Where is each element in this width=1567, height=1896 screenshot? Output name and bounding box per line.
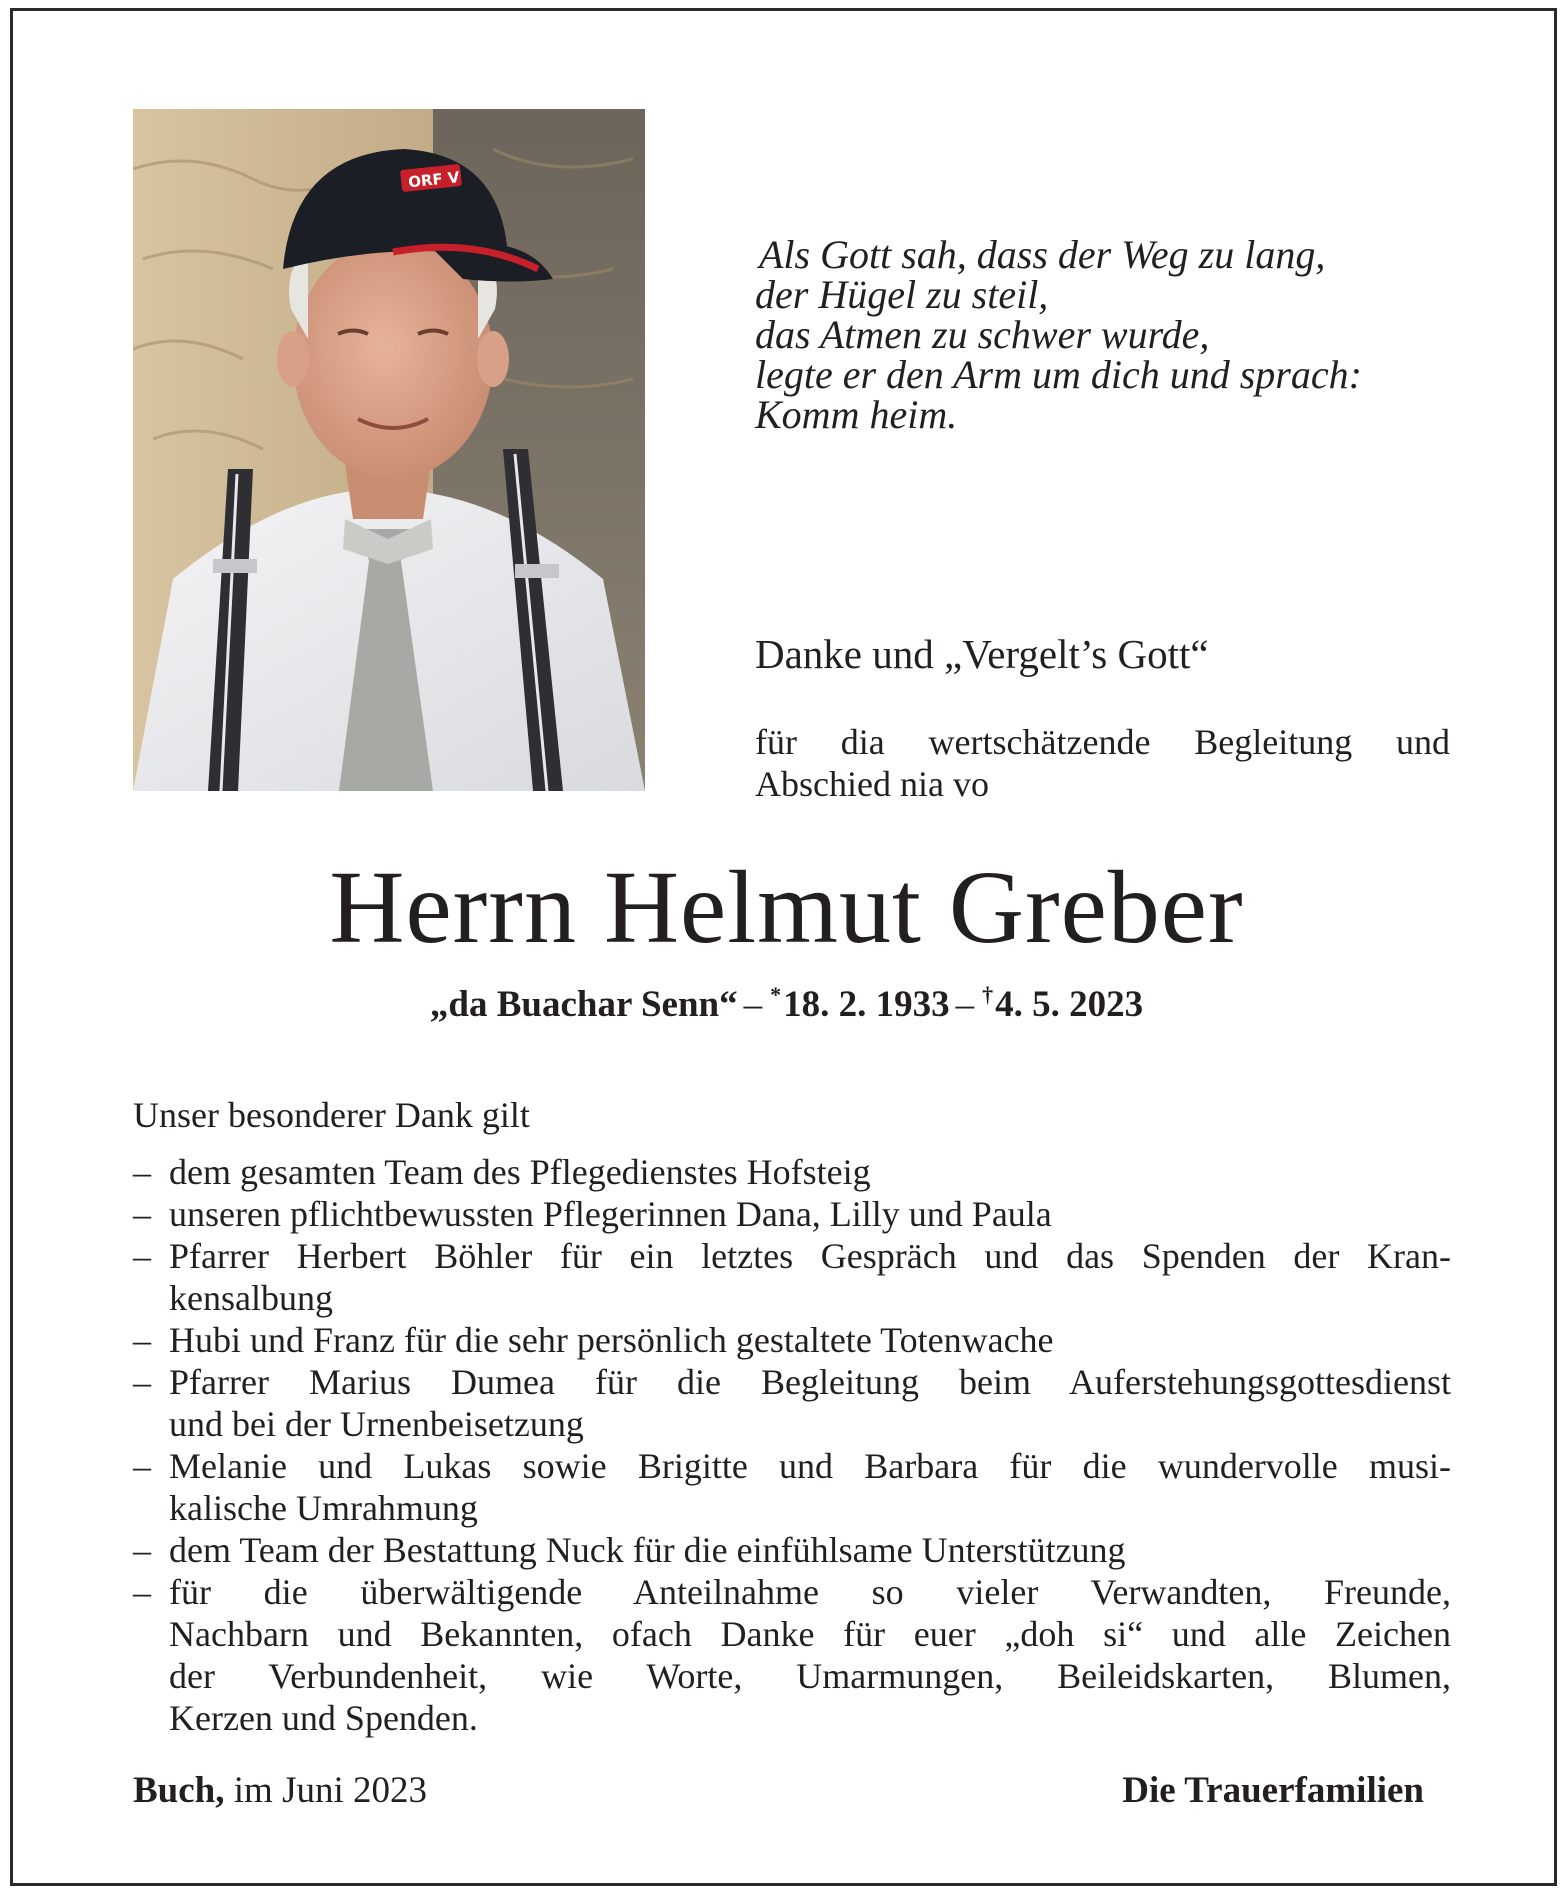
poem-line: Komm heim. [755, 392, 958, 437]
poem-line: der Hügel zu steil, [755, 272, 1049, 317]
intro-line: für dia wertschätzende Begleitung und [755, 722, 1450, 762]
list-item-text: und bei der Urnenbeisetzung [169, 1404, 584, 1444]
list-dash: – [133, 1362, 151, 1402]
list-item-text: kalische Umrahmung [169, 1488, 478, 1528]
poem-line: das Atmen zu schwer wurde, [755, 312, 1210, 357]
footer-place-date [133, 1769, 427, 1813]
list-dash: – [133, 1236, 151, 1276]
list-item-text: Pfarrer Marius Dumea für die Begleitung beim Auferstehungsgottesdienst [169, 1362, 1451, 1402]
list-item-text: Pfarrer Herbert Böhler für ein letztes Gespräch und das Spenden der Kran- [169, 1236, 1451, 1276]
deceased-nickname: „da Buachar Senn“ [429, 984, 738, 1025]
list-item [133, 1193, 1451, 1235]
list-item-text: für die überwältigende Anteilnahme so vieler Verwandten, Freunde, [169, 1572, 1451, 1612]
poem [755, 232, 1475, 437]
thanks-list [133, 1151, 1451, 1739]
list-dash: – [133, 1194, 151, 1234]
list-item [133, 1361, 1451, 1445]
thanks-heading: Danke und „Vergelt’s Gott“ [755, 631, 1209, 677]
list-item-text: unseren pflichtbewussten Pflegerinnen Dana, Lilly und Paula [169, 1194, 1052, 1234]
death-symbol: † [982, 982, 994, 1007]
list-item-text: Melanie und Lukas sowie Brigitte und Barbara für die wundervolle musi- [169, 1446, 1451, 1486]
list-dash: – [133, 1530, 151, 1570]
list-item [133, 1445, 1451, 1529]
list-dash: – [133, 1152, 151, 1192]
cap-logo-text: ORF V [407, 168, 461, 192]
list-item [133, 1235, 1451, 1319]
list-item-text: Hubi und Franz für die sehr persönlich gestaltete Totenwache [169, 1320, 1054, 1360]
list-item-text: kensalbung [169, 1278, 333, 1318]
list-item [133, 1571, 1451, 1739]
list-dash: – [133, 1446, 151, 1486]
deceased-name: Herrn Helmut Greber [329, 850, 1244, 965]
list-item-text: dem Team der Bestattung Nuck für die einfühlsame Unterstützung [169, 1530, 1126, 1570]
birth-symbol: * [770, 982, 782, 1007]
list-item-text: dem gesamten Team des Pflegedienstes Hofsteig [169, 1152, 871, 1192]
intro-text [755, 721, 1450, 805]
birth-date: 18. 2. 1933 [783, 984, 950, 1025]
thanks-list-intro: Unser besonderer Dank gilt [133, 1095, 530, 1135]
list-item-text: Kerzen und Spenden. [169, 1698, 478, 1738]
footer-place: Buch, [133, 1770, 225, 1811]
list-item-text: Nachbarn und Bekannten, ofach Danke für euer „doh si“ und alle Zeichen [169, 1614, 1451, 1654]
list-item [133, 1529, 1451, 1571]
separator: – [955, 984, 975, 1025]
death-date: 4. 5. 2023 [995, 984, 1144, 1025]
list-item [133, 1319, 1451, 1361]
intro-line: Abschied nia vo [755, 764, 989, 804]
poem-line: legte er den Arm um dich und sprach: [755, 352, 1362, 397]
footer-date: im Juni 2023 [233, 1770, 428, 1811]
footer-signature: Die Trauerfamilien [1122, 1770, 1424, 1811]
deceased-dates [13, 973, 1560, 1027]
list-dash: – [133, 1320, 151, 1360]
list-item [133, 1151, 1451, 1193]
poem-line: Als Gott sah, dass der Weg zu lang, [759, 232, 1326, 277]
list-item-text: der Verbundenheit, wie Worte, Umarmungen, Beileidskarten, Blumen, [169, 1656, 1451, 1696]
list-dash: – [133, 1572, 151, 1612]
separator: – [743, 984, 763, 1025]
obituary-card [10, 8, 1557, 1886]
portrait-photo [133, 109, 645, 791]
